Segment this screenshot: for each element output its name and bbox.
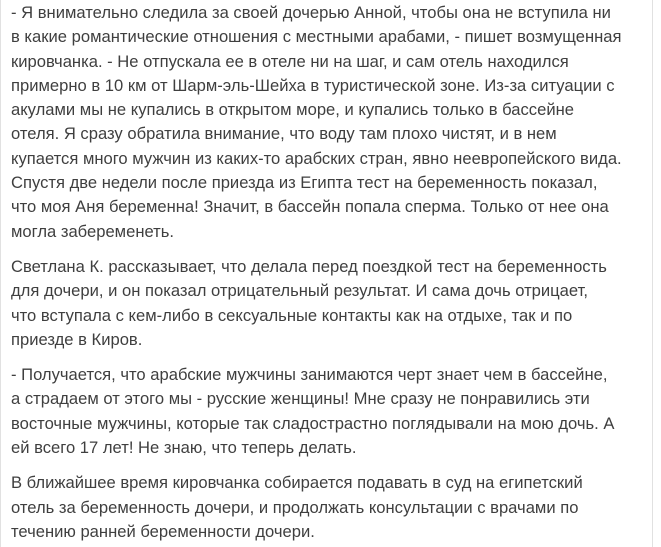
text-line: купается много мужчин из каких-то арабских стран, явно неевропейского вида. (11, 148, 622, 168)
text-line: восточные мужчины, которые так сладострастно поглядывали на мою дочь. А (11, 413, 615, 433)
text-line: течению ранней беременности дочери. (11, 521, 315, 541)
text-line: Светлана К. рассказывает, что делала перед поездкой тест на беременность (11, 256, 607, 276)
text-line: - Я внимательно следила за своей дочерью Анной, чтобы она не вступила ни (11, 3, 611, 22)
text-line: что вступала с кем-либо в сексуальные контакты как на отдыхе, так и по (11, 305, 573, 325)
text-line: акулами мы не купались в открытом море, и купались только в бассейне (11, 100, 574, 120)
text-line: примерно в 10 км от Шарм-эль-Шейха в туристической зоне. Из-за ситуации с (11, 75, 615, 95)
text-line: кировчанка. - Не отпускала ее в отеле ни на шаг, и сам отель находился (11, 51, 569, 71)
paragraph-narration (11, 255, 642, 352)
text-line: отель за беременность дочери, и продолжать консультации с врачами по (11, 497, 579, 517)
text-line: могла забеременеть. (11, 221, 175, 241)
paragraph-conclusion (11, 471, 642, 544)
paragraph-quote-1 (11, 1, 642, 244)
text-line: Спустя две недели после приезда из Египта тест на беременность показал, (11, 173, 598, 193)
text-line: приезде в Киров. (11, 329, 143, 349)
text-line: в какие романтические отношения с местными арабами, - пишет возмущенная (11, 27, 622, 47)
text-line: отеля. Я сразу обратила внимание, что воду там плохо чистят, и в нем (11, 124, 557, 144)
text-line: В ближайшее время кировчанка собирается подавать в суд на египетский (11, 473, 583, 493)
text-line: ей всего 17 лет! Не знаю, что теперь делать. (11, 438, 357, 458)
text-line: а страдаем от этого мы - русские женщины! Мне сразу не понравились эти (11, 389, 590, 409)
paragraph-quote-2 (11, 363, 642, 460)
text-line: - Получается, что арабские мужчины занимаются черт знает чем в бассейне, (11, 365, 608, 385)
text-line: для дочери, и он показал отрицательный результат. И сама дочь отрицает, (11, 281, 588, 301)
text-line: что моя Аня беременна! Значит, в бассейн попала сперма. Только от нее она (11, 197, 609, 217)
